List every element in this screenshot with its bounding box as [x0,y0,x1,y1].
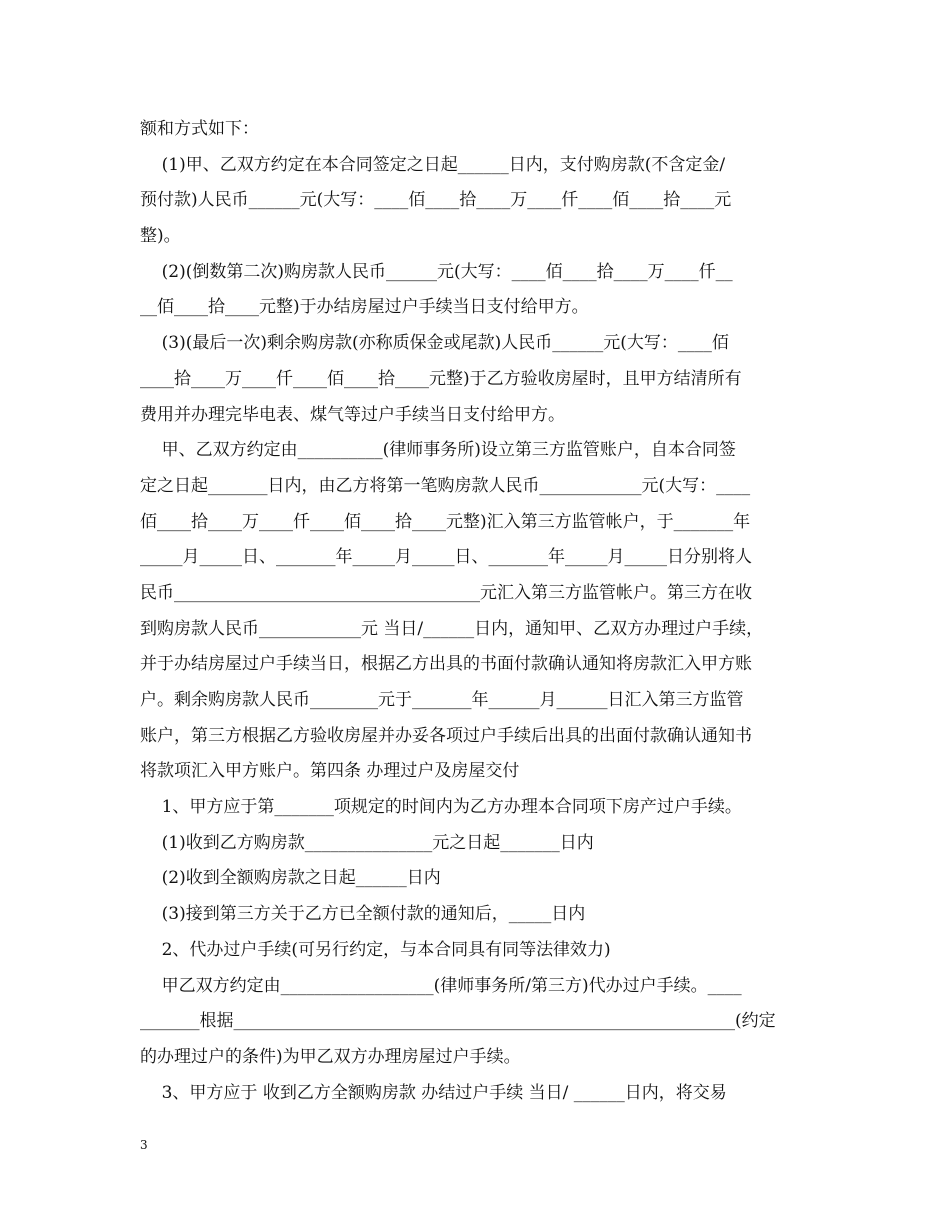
text-line: 并于办结房屋过户手续当日，根据乙方出具的书面付款确认通知将房款汇入甲方账 [140,654,752,675]
text-line: 预付款)人民币______元(大写：____佰____拾____万____仟____佰____拾____元 [140,190,732,211]
text-line: 2、代办过户手续(可另行约定，与本合同具有同等法律效力) [140,939,611,960]
text-line: 甲乙双方约定由__________________(律师事务所/第三方)代办过户手续。____ [140,975,742,996]
text-line: 户。剩余购房款人民币________元于_______年______月______日汇入第三方监管 [140,690,744,710]
text-line: (2)(倒数第二次)购房款人民币______元(大写：____佰____拾____万____仟__ [140,261,733,282]
text-line: 到购房款人民币____________元 当日/______日内，通知甲、乙双方办理过户手续， [140,618,764,639]
text-line: 佰____拾____万____仟____佰____拾____元整)汇入第三方监管帐户，于_______年 [140,511,751,532]
text-line: 的办理过户的条件)为甲乙双方办理房屋过户手续。 [140,1046,521,1067]
contract-body-text [140,112,812,1111]
text-line: _______根据___________________________________________________________(约定 [140,1011,776,1032]
page-number: 3 [140,1138,148,1152]
text-line: 费用并办理完毕电表、煤气等过户手续当日支付给甲方。 [140,404,565,425]
text-line: 将款项汇入甲方账户。第四条 办理过户及房屋交付 [140,761,520,782]
text-line: 账户，第三方根据乙方验收房屋并办妥各项过户手续后出具的出面付款确认通知书 [140,725,752,746]
text-line: 定之日起_______日内，由乙方将第一笔购房款人民币____________元(大写：____ [140,475,751,496]
text-line: (2)收到全额购房款之日起______日内 [140,868,441,889]
text-line: 额和方式如下： [140,119,259,139]
text-line: 1、甲方应于第_______项规定的时间内为乙方办理本合同项下房产过户手续。 [140,797,742,818]
text-line: 甲、乙双方约定由__________(律师事务所)设立第三方监管账户，自本合同签 [140,440,736,461]
text-line: 3、甲方应于 收到乙方全额购房款 办结过户手续 当日/ ______日内，将交易 [140,1082,727,1103]
text-line: (1)收到乙方购房款_______________元之日起_______日内 [140,832,594,853]
text-line: (1)甲、乙双方约定在本合同签定之日起______日内，支付购房款(不含定金/ [140,154,726,175]
text-line: ____拾____万____仟____佰____拾____元整)于乙方验收房屋时，且甲方结清所有 [140,368,742,389]
text-line: 民币____________________________________元汇入第三方监管帐户。第三方在收 [140,582,752,603]
text-line: 整)。 [140,226,181,247]
text-line: _____月_____日、_______年_____月_____日、_______年_____月_____日分别将人 [140,547,752,568]
text-line: (3)接到第三方关于乙方已全额付款的通知后，_____日内 [140,904,586,925]
text-line: (3)(最后一次)剩余购房款(亦称质保金或尾款)人民币______元(大写：____佰 [140,333,729,354]
text-line: __佰____拾____元整)于办结房屋过户手续当日支付给甲方。 [140,297,589,318]
